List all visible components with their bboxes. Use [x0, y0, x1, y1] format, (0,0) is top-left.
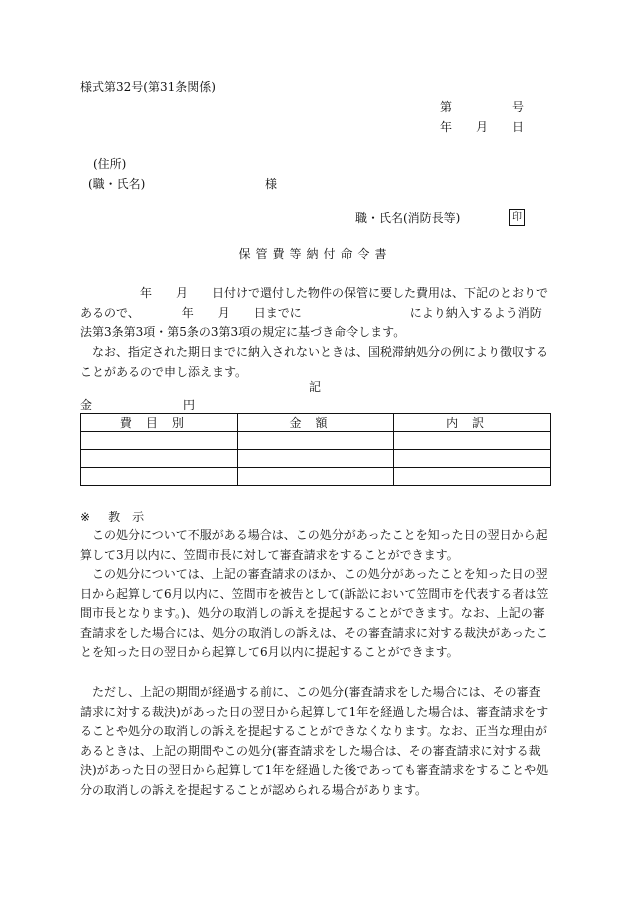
address-label: (住所) — [93, 157, 127, 171]
issuer-label: 職・氏名(消防長等) — [355, 211, 461, 225]
table-row — [81, 468, 551, 486]
amount-label: 金 — [80, 398, 93, 412]
table-row — [81, 432, 551, 450]
amount-unit: 円 — [183, 398, 196, 412]
table-cell — [81, 432, 238, 450]
table-row — [81, 450, 551, 468]
column-header-item: 費目別 — [81, 414, 238, 432]
fee-table — [80, 413, 551, 486]
table-cell — [394, 450, 551, 468]
instruction-paragraph-lawsuit: この処分については、上記の審査請求のほか、この処分があったことを知った日の翌日から起算して6月以内に、笠間市を被告として(訴訟において笠間市を代表する者は笠間市長となります。)、処分の取消しの訴えを提起することができます。なお、上記の審査請求をした場合には、処分の取消しの訴えは、その審査請求に対する裁決があったことを知った日の翌日から起算して6月以内に提起することができます。 — [80, 567, 549, 659]
table-cell — [81, 450, 238, 468]
document-title: 保管費等納付命令書 — [238, 247, 392, 261]
instruction-heading-text: 教示 — [108, 510, 157, 524]
document-number: 第 号 — [440, 100, 525, 114]
document-date: 年 月 日 — [440, 120, 525, 134]
seal-mark: 印 — [509, 209, 525, 226]
recipient-label: (職・氏名) — [88, 177, 146, 191]
table-header-row — [81, 414, 551, 432]
instruction-paragraph-appeal: この処分について不服がある場合は、この処分があったことを知った日の翌日から起算して3月以内に、笠間市長に対して審査請求をすることができます。 — [80, 528, 548, 562]
ki-heading: 記 — [308, 380, 321, 394]
column-header-amount: 金額 — [237, 414, 394, 432]
table-cell — [237, 432, 394, 450]
table-cell — [237, 450, 394, 468]
order-paragraph: 年 月 日付けで還付した物件の保管に要した費用は、下記のとおりであるので、 年 月 日までに により納入するよう消防法第3条第3項・第5条の3第3項の規定に基づき命令します。 — [80, 286, 549, 339]
column-header-breakdown: 内訳 — [394, 414, 551, 432]
table-cell — [237, 468, 394, 486]
table-cell — [394, 432, 551, 450]
instruction-paragraph-deadline: ただし、上記の期間が経過する前に、この処分(審査請求をした場合には、その審査請求に対する裁決)があった日の翌日から起算して1年を経過した場合は、審査請求をすることや処分の取消しの訴えを提起することができなくなります。なお、正当な理由があるときは、上記の期間やこの処分(審査請求をした場合は、その審査請求に対する裁決)があった日の翌日から起算して1年を経過した後であっても審査請求をすることや処分の取消しの訴えを提起することが認められる場合があります。 — [80, 685, 549, 797]
table-cell — [394, 468, 551, 486]
recipient-honorific: 様 — [265, 177, 278, 191]
instruction-heading — [80, 508, 156, 526]
collection-notice-paragraph: なお、指定された期日までに納入されないときは、国税滞納処分の例により徴収することがあるので申し添えます。 — [80, 345, 549, 379]
table-cell — [81, 468, 238, 486]
note-mark: ※ — [80, 510, 91, 524]
form-number: 様式第32号(第31条関係) — [80, 80, 216, 94]
